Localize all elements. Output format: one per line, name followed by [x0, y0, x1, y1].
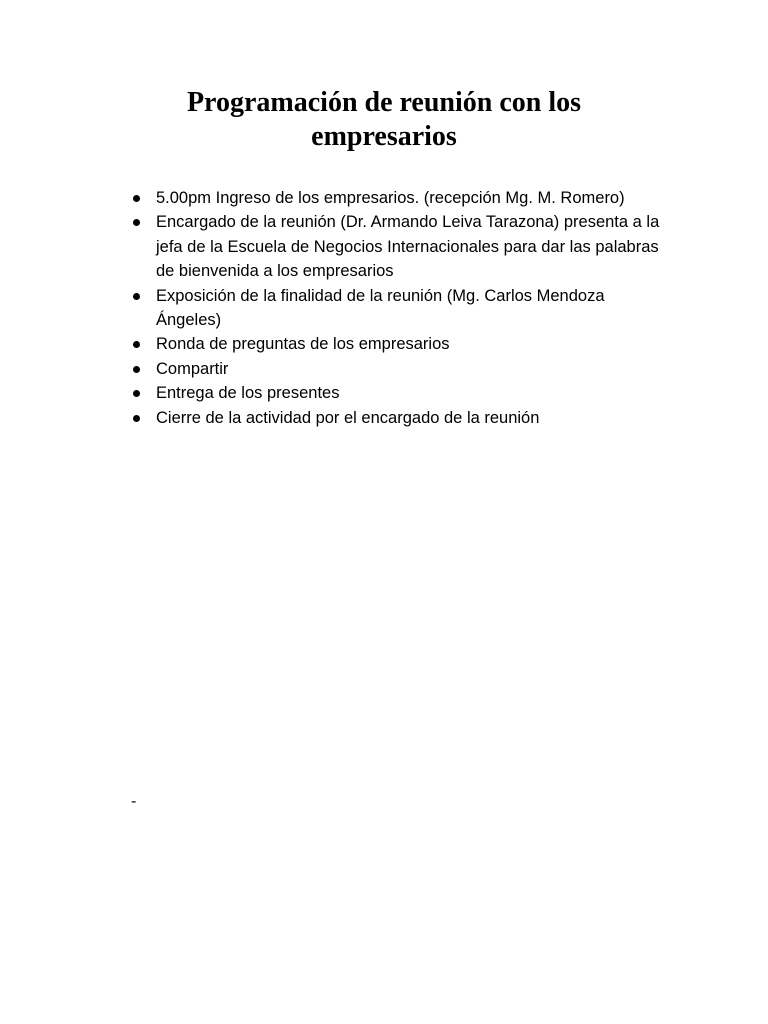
bullet-icon	[133, 415, 140, 422]
list-item	[130, 186, 670, 210]
agenda-item-text: Exposición de la finalidad de la reunión (Mg. Carlos Mendoza Ángeles)	[156, 286, 605, 330]
list-item	[130, 210, 670, 283]
list-item	[130, 284, 670, 333]
bullet-icon	[133, 219, 140, 226]
list-item	[130, 381, 670, 405]
agenda-item-text: Cierre de la actividad por el encargado de la reunión	[156, 408, 540, 427]
bullet-icon	[133, 341, 140, 348]
page-title: Programación de reunión con los empresarios	[186, 87, 582, 152]
bullet-icon	[133, 390, 140, 397]
bullet-icon	[133, 195, 140, 202]
agenda-item-text: 5.00pm Ingreso de los empresarios. (recepción Mg. M. Romero)	[156, 189, 625, 207]
agenda-list	[130, 186, 670, 430]
list-item	[130, 357, 670, 381]
bullet-icon	[133, 366, 140, 373]
agenda-item-text: Entrega de los presentes	[156, 384, 340, 403]
agenda-item-text: Encargado de la reunión (Dr. Armando Leiva Tarazona) presenta a la jefa de la Escuela de Negocios Internacionales para dar las palabras de bienvenida a los empresarios	[156, 213, 660, 281]
list-item	[130, 406, 670, 430]
bullet-icon	[133, 293, 140, 300]
footer-dash: -	[131, 793, 137, 810]
agenda-item-text: Ronda de preguntas de los empresarios	[156, 335, 450, 354]
list-item	[130, 332, 670, 356]
agenda-item-text: Compartir	[156, 359, 229, 378]
